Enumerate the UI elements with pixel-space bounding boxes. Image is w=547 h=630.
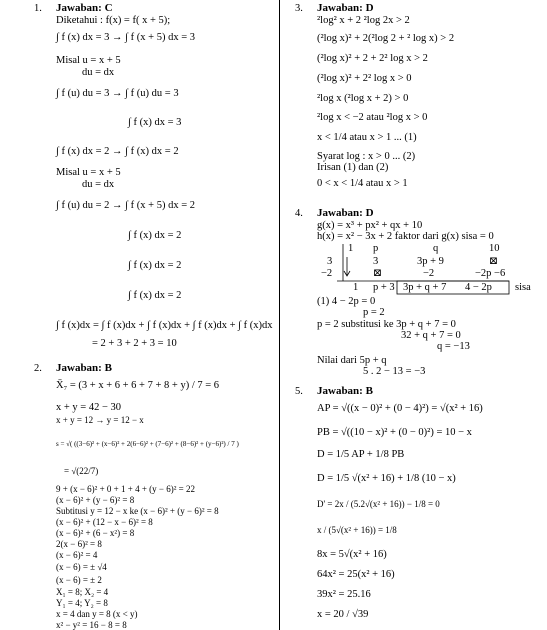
condition-line: Syarat log : x > 0 ... (2): [317, 151, 416, 162]
problem-number: 1.: [34, 3, 42, 14]
mean-formula: X̄₇ = (3 + x + 6 + 6 + 7 + 8 + y) / 7 = 6: [56, 380, 220, 391]
coef-cell: 3p + 9: [417, 256, 444, 267]
answer-heading: Jawaban: C: [56, 2, 113, 14]
problem-3: [283, 0, 547, 200]
equation-line: x / (5√(x² + 16)) = 1/8: [317, 525, 397, 535]
root-cell: 3: [327, 256, 333, 267]
integral-line: ∫ f (u) du = 3 → ∫ f (u) du = 3: [56, 88, 179, 99]
log-line: (²log x)² + 2² log x > 0: [317, 73, 412, 84]
log-line: ²log x < −2 atau ²log x > 0: [317, 112, 428, 123]
equation-line: Y₁ = 4; Y₂ = 8: [56, 598, 108, 608]
column-divider: [279, 0, 280, 630]
equation-line: (x − 6)² + (12 − x − 6)² = 8: [56, 517, 153, 527]
answer-heading: Jawaban: D: [317, 207, 374, 219]
std-deviation-formula: s = √( ((3−6)² + (x−6)² + 2(6−6)² + (7−6)² + (8−6)² + (y−6)²) / 7 ): [56, 440, 239, 448]
integral-sum-line: ∫ f (x)dx = ∫ f (x)dx + ∫ f (x)dx + ∫ f (x)dx + ∫ f (x)dx: [56, 320, 273, 331]
equation-line: (x − 6) = ± 2: [56, 575, 102, 585]
integral-line: ∫ f (x) dx = 2: [128, 290, 182, 301]
equation-line: p = 2 substitusi ke 3p + q + 7 = 0: [317, 319, 456, 330]
equation-line: x + y = 12 → y = 12 − x: [56, 415, 144, 425]
problem-2: [0, 358, 276, 630]
result-cell: p + 3: [373, 282, 395, 293]
crossed-box-icon: ⊠: [373, 268, 382, 279]
integral-line: ∫ f (x) dx = 2 → ∫ f (x) dx = 2: [56, 146, 179, 157]
integral-line: ∫ f (x) dx = 2: [128, 260, 182, 271]
equation-line: (x − 6)² + (6 − x²) = 8: [56, 528, 135, 538]
equation-line: (x − 6)² + (y − 6)² = 8: [56, 495, 135, 505]
value-line: Nilai dari 5p + q: [317, 355, 387, 366]
result-cell: 3p + q + 7: [403, 282, 447, 293]
equation-line: 8x = 5√(x² + 16): [317, 549, 387, 560]
equation-line: 9 + (x − 6)² + 0 + 1 + 4 + (y − 6)² = 22: [56, 484, 195, 494]
log-line: (²log x)² + 2 + 2² log x > 2: [317, 53, 428, 64]
equation-line: x + y = 42 − 30: [56, 402, 122, 413]
result-line: x = 20 / √39: [317, 609, 369, 620]
equation-line: D = 1/5 √(x² + 16) + 1/8 (10 − x): [317, 473, 456, 484]
equation-line: (x − 6) = ± √4: [56, 562, 107, 572]
equation-line: x = 4 dan y = 8 (x < y): [56, 609, 138, 619]
coef-cell: p: [373, 243, 379, 254]
distance-line: AP = √((x − 0)² + (0 − 4)²) = √(x² + 16): [317, 403, 483, 414]
coef-cell: 10: [489, 243, 500, 254]
horner-table: [313, 243, 547, 295]
result-line: = 2 + 3 + 2 + 3 = 10: [92, 338, 177, 349]
substitution-line: Misal u = x + 5: [56, 55, 121, 66]
log-line: ²log x (²log x + 2) > 0: [317, 93, 409, 104]
problem-number: 3.: [295, 3, 303, 14]
root-cell: −2: [321, 268, 333, 279]
problem-number: 2.: [34, 363, 42, 374]
problem-5: [283, 383, 547, 630]
problem-number: 4.: [295, 208, 303, 219]
result-cell: 1: [353, 282, 359, 293]
coef-cell: q: [433, 243, 439, 254]
equation-line: 32 + q + 7 = 0: [401, 330, 461, 341]
integral-line: ∫ f (x) dx = 2: [128, 230, 182, 241]
differential-line: du = dx: [82, 179, 115, 190]
polynomial-line: g(x) = x³ + px² + qx + 10: [317, 220, 423, 231]
given-line: Diketahui : f(x) = f( x + 5);: [56, 15, 171, 26]
equation-line: x² − y² = 16 − 8 = 8: [56, 620, 127, 630]
equation-line: X₁ = 8; X₂ = 4: [56, 587, 109, 597]
distance-line: PB = √((10 − x)² + (0 − 0)²) = 10 − x: [317, 427, 472, 438]
integral-line: ∫ f (u) du = 2 → ∫ f (x + 5) dx = 2: [56, 200, 195, 211]
answer-heading: Jawaban: D: [317, 2, 374, 14]
differential-line: du = dx: [82, 67, 115, 78]
problem-number: 5.: [295, 386, 303, 397]
log-line: (²log x)² + 2(²log 2 + ² log x) > 2: [317, 33, 455, 44]
integral-line: ∫ f (x) dx = 3 → ∫ f (x + 5) dx = 3: [56, 32, 195, 43]
coef-cell: −2p −6: [475, 268, 506, 279]
polynomial-line: h(x) = x² − 3x + 2 faktor dari g(x) sisa = 0: [317, 231, 494, 242]
equation-line: q = −13: [437, 341, 470, 352]
std-deviation-value: = √(22/7): [64, 466, 99, 476]
integral-line: ∫ f (x) dx = 3: [128, 117, 182, 128]
log-line: x < 1/4 atau x > 1 ... (1): [317, 132, 417, 143]
equation-line: Subtitusi y = 12 − x ke (x − 6)² + (y − 6)² = 8: [56, 506, 219, 516]
derivative-line: D' = 2x / (5.2√(x² + 16)) − 1/8 = 0: [317, 499, 440, 509]
result-cell: 4 − 2p: [465, 282, 492, 293]
equation-line: (x − 6)² = 4: [56, 550, 98, 560]
equation-line: 64x² = 25(x² + 16): [317, 569, 395, 580]
equation-line: (1) 4 − 2p = 0: [317, 296, 376, 307]
equation-line: p = 2: [363, 307, 385, 318]
coef-cell: −2: [423, 268, 435, 279]
equation-line: 2(x − 6)² = 8: [56, 539, 102, 549]
result-line: 5 . 2 − 13 = −3: [363, 366, 426, 377]
coef-cell: 1: [348, 243, 354, 254]
crossed-box-icon: ⊠: [489, 256, 498, 267]
log-line: ²log² x + 2 ²log 2x > 2: [317, 15, 410, 26]
equation-line: D = 1/5 AP + 1/8 PB: [317, 449, 405, 460]
intersection-line: Irisan (1) dan (2): [317, 162, 389, 173]
coef-cell: 3: [373, 256, 379, 267]
equation-line: 39x² = 25.16: [317, 589, 371, 600]
answer-heading: Jawaban: B: [317, 385, 373, 397]
remainder-label: sisa: [515, 282, 531, 293]
result-line: 0 < x < 1/4 atau x > 1: [317, 178, 408, 189]
problem-1: [0, 0, 276, 355]
problem-4: [283, 205, 547, 375]
substitution-line: Misal u = x + 5: [56, 167, 121, 178]
answer-heading: Jawaban: B: [56, 362, 112, 374]
